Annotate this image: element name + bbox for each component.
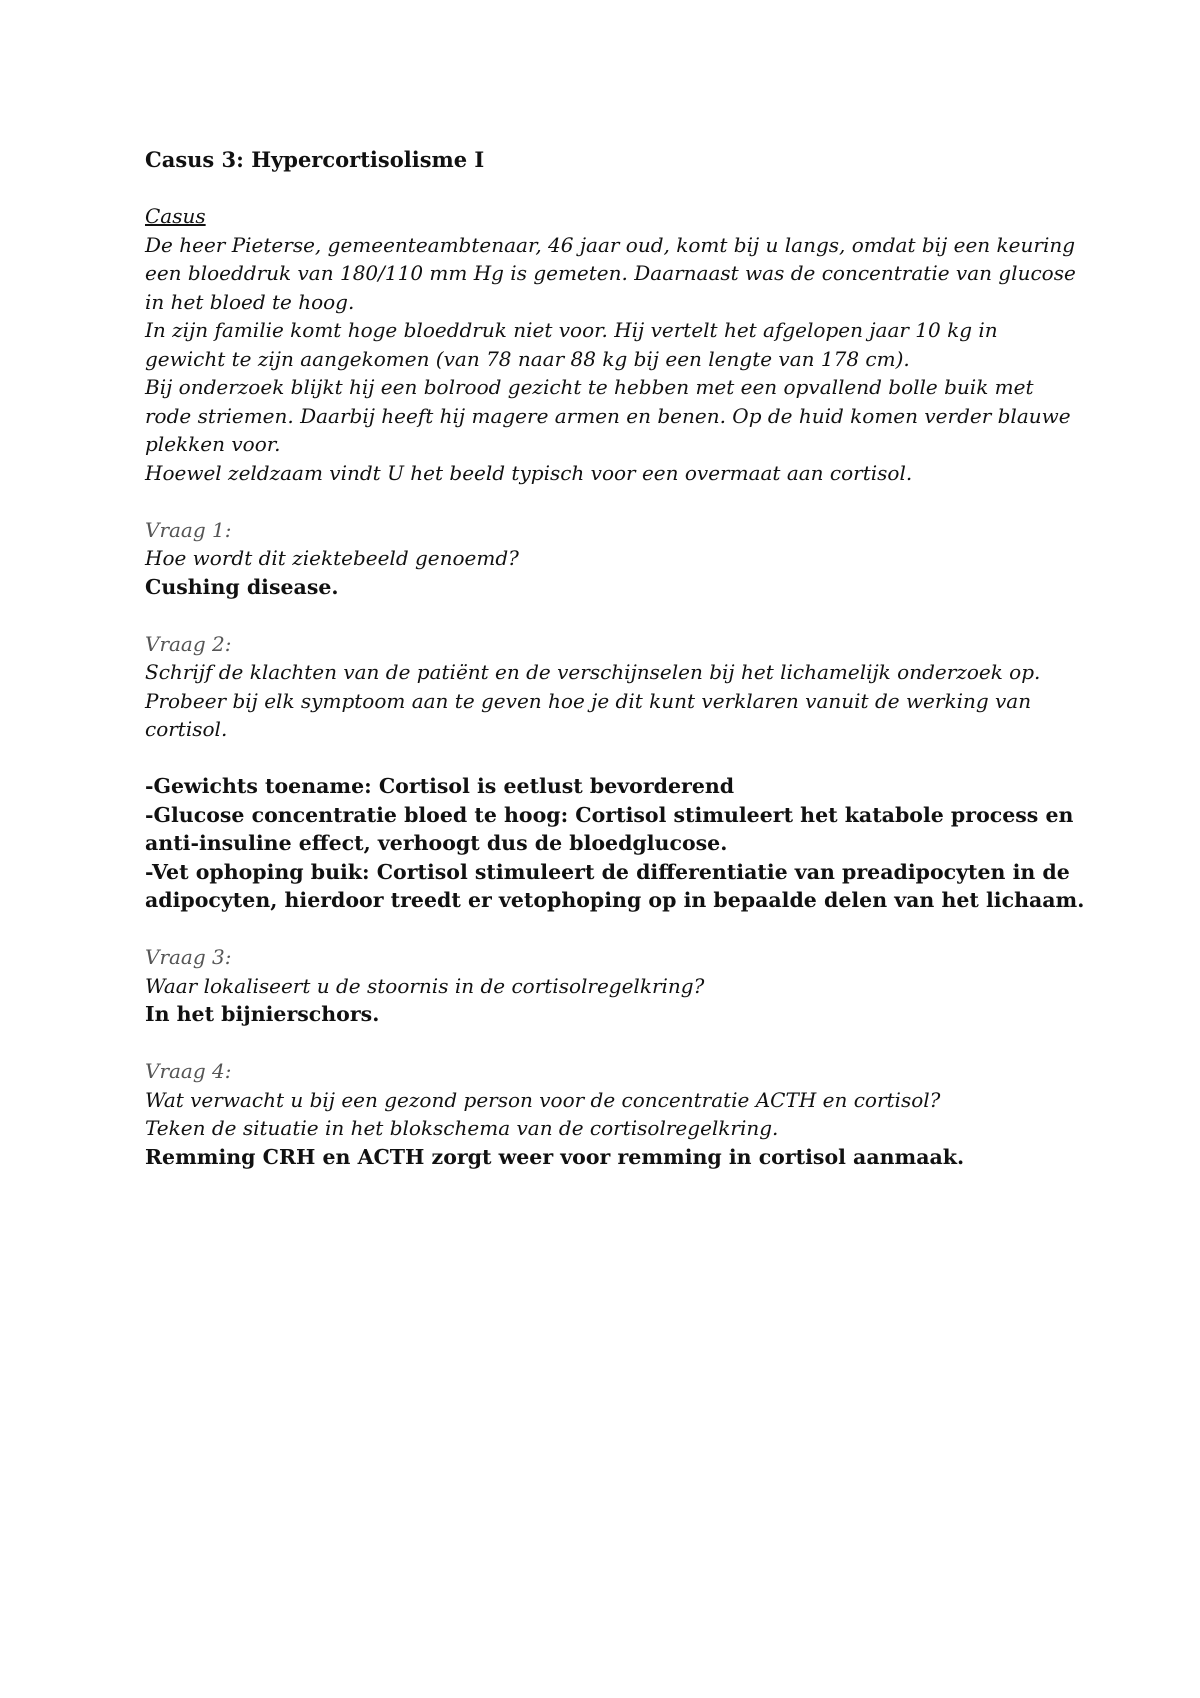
question-text: Hoe wordt dit ziektebeeld genoemd?: [145, 546, 519, 570]
answer-text: adipocyten, hierdoor treedt er vetophoping op in bepaalde delen van het lichaam.: [145, 888, 1085, 912]
question-2-section: [145, 630, 1085, 744]
answer-text: Remming CRH en ACTH zorgt weer voor remming in cortisol aanmaak.: [145, 1144, 965, 1169]
question-label: Vraag 3:: [145, 945, 232, 969]
question-3-section: [145, 943, 1085, 1029]
answer-text: In het bijnierschors.: [145, 1002, 380, 1026]
question-text: cortisol.: [145, 717, 228, 741]
casus-line: in het bloed te hoog.: [145, 289, 355, 314]
document-content: [145, 146, 1085, 1200]
question-text: Wat verwacht u bij een gezond person voor de concentratie ACTH en cortisol?: [145, 1087, 941, 1112]
answer-text: anti-insuline effect, verhoogt dus de bloedglucose.: [145, 831, 728, 855]
question-label: Vraag 1:: [145, 517, 232, 542]
casus-line: De heer Pieterse, gemeenteambtenaar, 46 jaar oud, komt bij u langs, omdat bij een keuring: [145, 232, 1076, 257]
casus-line: Hoewel zeldzaam vindt U het beeld typisch voor een overmaat aan cortisol.: [145, 460, 913, 485]
answer-text: Cushing disease.: [145, 574, 339, 599]
casus-section: [145, 202, 1085, 487]
casus-line: In zijn familie komt hoge bloeddruk niet voor. Hij vertelt het afgelopen jaar 10 kg in: [145, 318, 998, 342]
question-2-answer: [145, 772, 1085, 915]
casus-line: Bij onderzoek blijkt hij een bolrood gezicht te hebben met een opvallend bolle buik met: [145, 375, 1034, 399]
casus-line: plekken voor.: [145, 432, 281, 456]
casus-line: een bloeddruk van 180/110 mm Hg is gemeten. Daarnaast was de concentratie van glucose: [145, 261, 1076, 285]
document-title: Casus 3: Hypercortisolisme I: [145, 147, 485, 172]
question-1-section: [145, 516, 1085, 602]
casus-line: gewicht te zijn aangekomen (van 78 naar 88 kg bij een lengte van 178 cm).: [145, 346, 910, 371]
question-text: Probeer bij elk symptoom aan te geven hoe je dit kunt verklaren vanuit de werking van: [145, 688, 1032, 713]
answer-text: -Glucose concentratie bloed te hoog: Cortisol stimuleert het katabole process en: [145, 802, 1074, 827]
answer-text: -Gewichts toename: Cortisol is eetlust bevorderend: [145, 774, 735, 798]
casus-line: rode striemen. Daarbij heeft hij magere armen en benen. Op de huid komen verder blauwe: [145, 403, 1071, 428]
question-4-section: [145, 1057, 1085, 1171]
question-text: Schrijf de klachten van de patiënt en de verschijnselen bij het lichamelijk onderzoek op.: [145, 660, 1041, 684]
question-text: Teken de situatie in het blokschema van de cortisolregelkring.: [145, 1116, 779, 1140]
question-text: Waar lokaliseert u de stoornis in de cortisolregelkring?: [145, 973, 705, 998]
question-label: Vraag 2:: [145, 631, 232, 656]
answer-text: -Vet ophoping buik: Cortisol stimuleert de differentiatie van preadipocyten in de: [145, 859, 1070, 884]
casus-heading: Casus: [145, 204, 206, 228]
question-label: Vraag 4:: [145, 1059, 232, 1083]
